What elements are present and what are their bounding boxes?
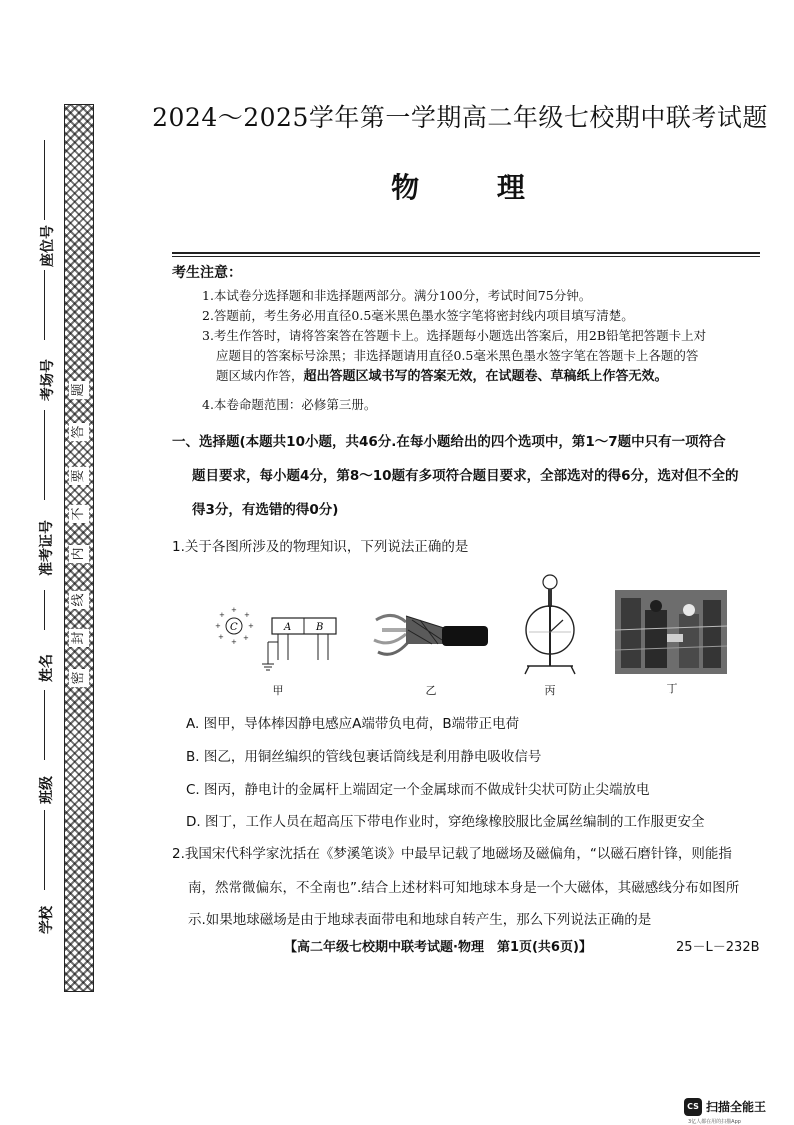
page-footer: 【高二年级七校期中联考试题·物理 第1页(共6页)】	[284, 940, 592, 955]
class-line	[44, 690, 45, 760]
question-2-line: 2.我国宋代科学家沈括在《梦溪笔谈》中最早记载了地磁场及磁偏角，“以磁石磨针锋，则能指	[172, 846, 732, 862]
seal-char: 密	[69, 669, 89, 687]
question-1-option-a: A. 图甲，导体棒因静电感应A端带负电荷，B端带正电荷	[186, 716, 520, 732]
svg-text:+: +	[248, 622, 254, 630]
seal-char: 不	[69, 505, 89, 523]
section-heading: 一、选择题(本题共10小题，共46分.在每小题给出的四个选项中，第1～7题中只有一项符合	[172, 434, 726, 450]
scanner-name: 扫描全能王	[706, 1100, 767, 1114]
svg-text:+: +	[243, 634, 249, 642]
name-line	[44, 590, 45, 630]
notice-item: 2.答题前，考生务必用直径0.5毫米黑色墨水签字笔将密封线内项目填写清楚。	[202, 308, 634, 323]
charge-label: C	[230, 622, 238, 633]
figure-label-yi: 乙	[425, 684, 437, 697]
svg-text:+: +	[231, 606, 237, 614]
figure-ding	[615, 590, 727, 674]
figure-yi	[372, 600, 492, 670]
question-1-stem: 1.关于各图所涉及的物理知识，下列说法正确的是	[172, 539, 469, 555]
school-line	[44, 810, 45, 890]
svg-text:+: +	[231, 638, 237, 646]
name-label: 姓名	[39, 654, 55, 682]
notice-item-cont: 应题目的答案标号涂黑；非选择题请用直径0.5毫米黑色墨水签字笔在答题卡上各题的答	[216, 348, 699, 363]
figure-label-bing: 丙	[544, 684, 556, 697]
figure-label-jia: 甲	[272, 684, 284, 697]
notice-emphasis: 超出答题区域书写的答案无效，在试题卷、草稿纸上作答无效。	[303, 369, 668, 384]
seat-number-label: 座位号	[40, 225, 56, 267]
seat-line	[44, 140, 45, 220]
notice-cont-text: 题区域内作答，	[216, 368, 304, 383]
paper-code: 25－L－232B	[676, 940, 760, 955]
scanner-tagline: 3亿人都在用的扫描App	[688, 1119, 741, 1125]
admission-number-label: 准考证号	[39, 520, 55, 576]
notice-heading: 考生注意：	[172, 265, 242, 281]
notice-item: 1.本试卷分选择题和非选择题两部分。满分100分，考试时间75分钟。	[202, 288, 592, 303]
figure-label-ding: 丁	[666, 682, 678, 695]
section-heading-cont: 得3分，有选错的得0分)	[192, 502, 339, 518]
seal-char: 答	[69, 423, 89, 441]
question-1-option-d: D. 图丁，工作人员在超高压下带电作业时，穿绝缘橡胶服比金属丝编制的工作服更安全	[186, 814, 705, 830]
notice-item: 4.本卷命题范围：必修第三册。	[202, 397, 377, 412]
subject-title: 物 理	[391, 171, 529, 204]
question-1-option-b: B. 图乙，用铜丝编织的管线包裹话筒线是利用静电吸收信号	[186, 749, 542, 765]
scanner-logo-icon: CS	[684, 1098, 702, 1116]
svg-text:+: +	[219, 611, 225, 619]
rod-a-label: A	[284, 622, 292, 633]
seal-char: 封	[69, 629, 89, 647]
room-line	[44, 270, 45, 340]
question-2-line: 南，然常微偏东，不全南也”.结合上述材料可知地球本身是一个大磁体，其磁感线分布如图所	[188, 880, 740, 896]
question-1-option-c: C. 图丙，静电计的金属杆上端固定一个金属球而不做成针尖状可防止尖端放电	[186, 782, 650, 798]
question-2-line: 示.如果地球磁场是由于地球表面带电和地球自转产生，那么下列说法正确的是	[188, 912, 652, 928]
seal-char: 要	[69, 467, 89, 485]
svg-text:+: +	[244, 611, 250, 619]
header-rule	[172, 252, 760, 254]
class-label: 班级	[39, 776, 55, 804]
header-rule-thin	[172, 256, 760, 257]
rod-b-label: B	[316, 622, 324, 633]
school-label: 学校	[39, 906, 55, 934]
admission-line	[44, 410, 45, 500]
figure-jia	[212, 600, 340, 680]
room-number-label: 考场号	[40, 359, 56, 401]
section-heading-cont: 题目要求，每小题4分，第8～10题有多项符合题目要求，全部选对的得6分，选对但不全的	[192, 468, 739, 484]
svg-text:+: +	[218, 633, 224, 641]
notice-item-cont	[216, 365, 764, 387]
seal-char: 题	[69, 381, 89, 399]
svg-text:+: +	[215, 622, 221, 630]
seal-char: 线	[69, 591, 89, 609]
figure-bing	[515, 570, 585, 680]
seal-char: 内	[69, 545, 89, 563]
notice-item: 3.考生作答时，请将答案答在答题卡上。选择题每小题选出答案后，用2B铅笔把答题卡上对	[202, 328, 707, 343]
exam-title: 2024～2025学年第一学期高二年级七校期中联考试题	[152, 103, 768, 132]
